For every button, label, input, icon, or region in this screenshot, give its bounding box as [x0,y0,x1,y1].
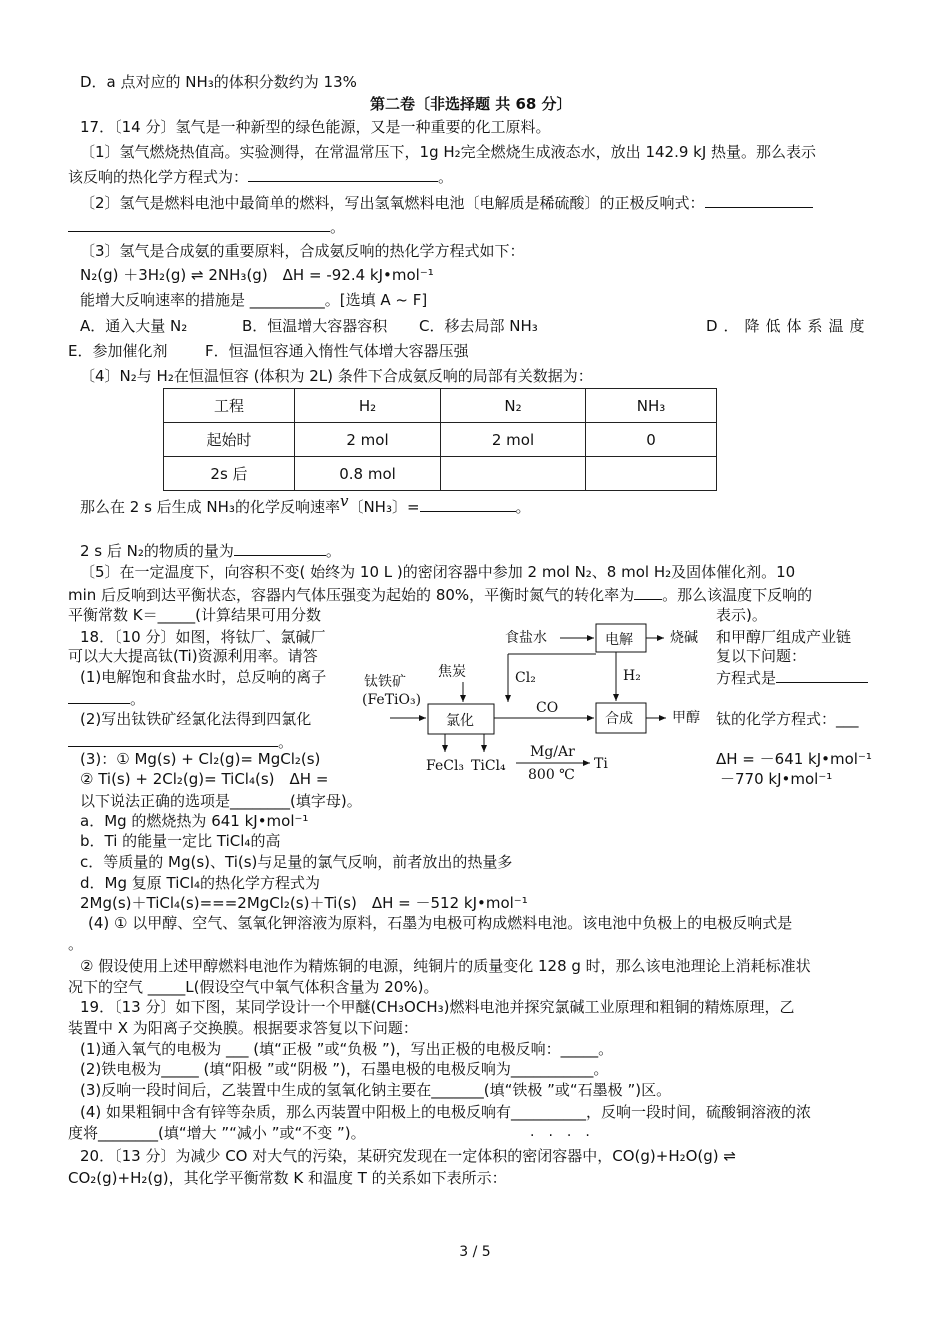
ticl4-label: TiCl₄ [471,758,506,774]
q17-p4c: 2 s 后 N₂的物质的量为 。 [80,542,341,560]
q18-hd: d．Mg 复原 TiCl₄的热化学方程式为 [80,874,321,892]
flow-diagram [360,622,720,782]
q17-option-c: C．移去局部 NH₃ [419,317,538,335]
table-row [164,457,717,491]
q18-a2: 和甲醇厂组成产业链 [716,628,852,646]
q18-e1: (3)：① Mg(s) + Cl₂(g)= MgCl₂(s) [80,750,321,768]
q18-f2: －770 kJ•mol⁻¹ [720,770,833,788]
emphasis-dots: ···· [530,1128,604,1144]
table-cell: 起始时 [164,423,295,457]
q17-p3b: 能增大反响速率的措施是 __________。[选填 A ~ F] [80,291,428,309]
q19-c: (1)通入氧气的电极为 ___ (填“正极 ”或“负极 ”)，写出正极的电极反响：_____。 [80,1040,614,1058]
q17-option-a: A．通入大量 N₂ [80,317,188,335]
q18-d1: (2)写出钛铁矿经氯化法得到四氯化 [80,710,312,728]
q18-c1: (1)电解饱和食盐水时，总反响的离子 [80,668,327,686]
q18-he: 2Mg(s)＋TiCl₄(s)===2MgCl₂(s)＋Ti(s) ΔH = －512 kJ•mol⁻¹ [80,894,528,912]
data-table [163,388,717,491]
chlorination-label: 氯化 [446,713,474,729]
ti-label: Ti [594,756,608,772]
q19-b: 装置中 X 为阳离子交换膜。根据要求答复以下问题： [68,1019,418,1037]
q18-c-blank: 。 [68,688,145,709]
synthesis-label: 合成 [605,711,633,727]
h2-label: H₂ [623,668,641,684]
q18-f1: ② Ti(s) + 2Cl₂(g)= TiCl₄(s) ΔH = [80,770,329,788]
q18-b2: 复以下问题： [716,647,807,665]
table-cell [441,457,586,491]
q18-i1: (4) ① 以甲醇、空气、氢氧化钾溶液为原料，石墨为电极可构成燃料电池。该电池中负极上的电极反响式是 [88,914,793,932]
q17-equation: N₂(g) ＋3H₂(g) ⇌ 2NH₃(g) ΔH = -92.4 kJ•mol⁻¹ [80,266,434,284]
q18-d2: 钛的化学方程式：___ [716,710,859,728]
methanol-label: 甲醇 [672,710,700,726]
table-header: N₂ [441,389,586,423]
q17-p5b: min 后反响到达平衡状态，容器内气体压强变为起始的 80%，平衡时氮气的转化率为 。那么该温度下反响的 [68,586,813,604]
q18-j1: ② 假设使用上述甲醇燃料电池作为精炼铜的电源，纯铜片的质量变化 128 g 时，那么该电池理论上消耗标准状 [80,957,811,975]
q17-p5c-end: 表示)。 [716,606,767,624]
table-cell: 2 mol [441,423,586,457]
q18-b1: 可以大大提高钛(Ti)资源利用率。请答 [68,647,318,665]
q17-intro: 17．〔14 分〕氢气是一种新型的绿色能源，又是一种重要的化工原料。 [80,118,551,136]
page-number: 3 / 5 [459,1244,491,1260]
q20-b: CO₂(g)+H₂(g)，其化学平衡常数 K 和温度 T 的关系如下表所示： [68,1169,507,1187]
option-d: D．a 点对应的 NH₃的体积分数约为 13% [80,73,357,91]
q18-d-blank: 。 [68,731,293,752]
q17-p1b: 该反响的热化学方程式为： 。 [68,168,454,186]
section-title: 第二卷〔非选择题 共 68 分〕 [370,95,572,113]
q17-p1a: 〔1〕氢气燃烧热值高。实验测得，在常温常压下，1g H₂完全燃烧生成液态水，放出 142.9 kJ 热量。那么表示 [80,143,817,161]
ilmenite-formula-label: (FeTiO₃) [362,692,422,708]
table-header: NH₃ [586,389,717,423]
fecl3-label: FeCl₃ [426,758,465,774]
table-row [164,423,717,457]
table-cell: 0 [586,423,717,457]
q19-e: (3)反响一段时间后，乙装置中生成的氢氧化钠主要在_______(填“铁极 ”或“石墨极 ”)区。 [80,1081,672,1099]
q17-option-e: E．参加催化剂 [68,342,168,360]
q17-p4a: 〔4〕N₂与 H₂在恒温恒容 (体积为 2L) 条件下合成氨反响的局部有关数据为： [80,367,593,385]
q18-a1: 18．〔10 分〕如图，将钛厂、氯碱厂 [80,628,326,646]
salt-water-label: 食盐水 [505,630,547,646]
co-label: CO [536,700,559,716]
cl2-label: Cl₂ [515,670,536,686]
velocity-symbol: v [339,492,349,510]
q17-option-b: B．恒温增大容器容积 [242,317,388,335]
q18-hc: c．等质量的 Mg(s)、Ti(s)与足量的氯气反响，前者放出的热量多 [80,853,513,871]
table-header-row [164,389,717,423]
q17-p4b: 那么在 2 s 后生成 NH₃的化学反响速率v〔NH₃〕= 。 [80,492,531,516]
table-cell: 0.8 mol [295,457,441,491]
temperature-label: 800 ℃ [528,767,575,782]
q17-p2-blank: 。 [68,216,345,237]
q20-a: 20．〔13 分〕为减少 CO 对大气的污染，某研究发现在一定体积的密闭容器中，CO(g)+H₂O(g) ⇌ [80,1147,736,1165]
q19-f: (4) 如果粗铜中含有锌等杂质，那么丙装置中阳极上的电极反响有__________，反响一段时间，硫酸铜溶液的浓 [80,1103,812,1121]
q18-j2: 况下的空气 _____L(假设空气中氧气体积含量为 20%)。 [68,978,439,996]
q19-d: (2)铁电极为_____ (填“阳极 ”或“阴极 ”)，石墨电极的电极反响为___________。 [80,1060,609,1078]
q17-option-f: F．恒温恒容通入惰性气体增大容器压强 [205,342,469,360]
ilmenite-label: 钛铁矿 [364,674,406,690]
electrolysis-label: 电解 [605,632,633,648]
q17-p2a: 〔2〕氢气是燃料电池中最简单的燃料，写出氢氧燃料电池〔电解质是稀硫酸〕的正极反响式： [80,192,813,213]
q18-i2: 。 [68,935,84,953]
q18-c2: 方程式是 [716,667,868,688]
q17-option-d: D．降低体系温度 [706,317,871,335]
q18-g: 以下说法正确的选项是________(填字母)。 [80,792,362,810]
coke-label: 焦炭 [438,664,466,680]
table-header: H₂ [295,389,441,423]
q17-p3a: 〔3〕氢气是合成氨的重要原料，合成氨反响的热化学方程式如下： [80,242,525,260]
caustic-label: 烧碱 [670,630,698,646]
table-cell [586,457,717,491]
q18-hb: b．Ti 的能量一定比 TiCl₄的高 [80,832,281,850]
q18-ha: a．Mg 的燃烧热为 641 kJ•mol⁻¹ [80,812,309,830]
q18-e2: ΔH = －641 kJ•mol⁻¹ [716,750,872,768]
q17-p5c: 平衡常数 K＝_____(计算结果可用分数 [68,606,321,624]
table-header: 工程 [164,389,295,423]
table-cell: 2 mol [295,423,441,457]
table-cell: 2s 后 [164,457,295,491]
q17-p5a: 〔5〕在一定温度下，向容积不变( 始终为 10 L )的密闭容器中参加 2 mol N₂、8 mol H₂及固体催化剂。10 [80,563,796,581]
q19-g: 度将________(填“增大 ”“减小 ”或“不变 ”)。 [68,1124,366,1142]
q19-a: 19．〔13 分〕如下图，某同学设计一个甲醚(CH₃OCH₃)燃料电池并探究氯碱工业原理和粗铜的精炼原理，乙 [80,998,795,1016]
mg-ar-label: Mg/Ar [530,744,575,760]
